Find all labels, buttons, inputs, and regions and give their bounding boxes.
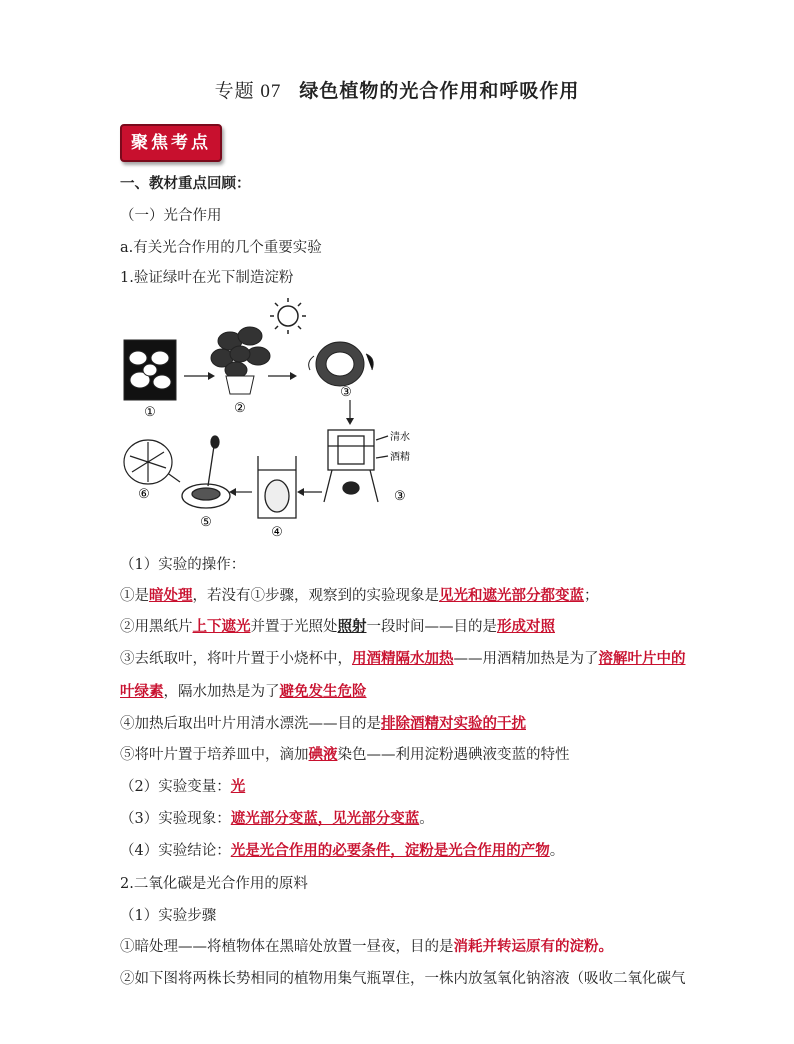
- subsection-heading: （一）光合作用: [120, 208, 222, 224]
- experiment-figure: [118, 296, 418, 541]
- step-3: ③去纸取叶，将叶片置于小烧杯中，用酒精隔水加热——用酒精加热是为了溶解叶片中的: [120, 651, 686, 667]
- step-2: ②用黑纸片上下遮光并置于光照处照射一段时间——目的是形成对照: [120, 618, 555, 635]
- step-4: ④加热后取出叶片用清水漂洗——目的是排除酒精对实验的干扰: [120, 716, 526, 732]
- paragraph-a: a.有关光合作用的几个重要实验: [120, 240, 322, 256]
- operation-title: （1）实验的操作：: [120, 557, 246, 573]
- title-number: 专题 07: [214, 81, 282, 102]
- experiment-2-title: 2.二氧化碳是光合作用的原料: [120, 876, 308, 892]
- water-label: 清水: [390, 432, 410, 443]
- leaf-covering: [309, 342, 373, 386]
- experiment-conclusion: （4）实验结论：光是光合作用的必要条件，淀粉是光合作用的产物。: [120, 843, 565, 859]
- petri-dish-dropper: [182, 436, 230, 508]
- fig-label-6: ⑥: [138, 487, 150, 502]
- fig-label-1: ①: [144, 405, 156, 420]
- water-bath-heating: [324, 430, 388, 502]
- experiment-variable: （2）实验变量：光: [120, 779, 246, 795]
- experiment-phenomenon: （3）实验现象：遮光部分变蓝，见光部分变蓝。: [120, 811, 434, 827]
- fig-label-3: ③: [340, 385, 352, 400]
- focus-badge: 聚焦考点: [120, 124, 222, 162]
- fig-label-4: ④: [271, 525, 283, 540]
- step-5: ⑤将叶片置于培养皿中，滴加碘液染色——利用淀粉遇碘液变蓝的特性: [120, 747, 570, 763]
- sun-icon: [270, 298, 306, 334]
- step-1: ①是暗处理，若没有①步骤，观察到的实验现象是见光和遮光部分都变蓝；: [120, 588, 599, 604]
- fig-label-5: ⑤: [200, 515, 212, 530]
- section-heading: 一、教材重点回顾：: [120, 176, 251, 192]
- experiment-1-title: 1.验证绿叶在光下制造淀粉: [120, 270, 294, 286]
- alcohol-label: 酒精: [390, 452, 410, 463]
- page-title: [0, 76, 794, 103]
- experiment-2-steps: （1）实验步骤: [120, 908, 217, 924]
- potted-plant: [211, 327, 270, 394]
- fig-label-2: ②: [234, 401, 246, 416]
- fig-label-3b: ③: [394, 489, 406, 504]
- result-leaf: [124, 440, 172, 484]
- experiment-2-step-1: ①暗处理——将植物体在黑暗处放置一昼夜，目的是消耗并转运原有的淀粉。: [120, 939, 613, 955]
- experiment-2-step-2: ②如下图将两株长势相同的植物用集气瓶罩住，一株内放氢氧化钠溶液（吸收二氧化碳气: [120, 971, 686, 987]
- dark-box-plant: [124, 340, 176, 400]
- step-3-continued: 叶绿素，隔水加热是为了避免发生危险: [120, 684, 367, 700]
- beaker: [258, 456, 296, 518]
- title-text: 绿色植物的光合作用和呼吸作用: [299, 80, 580, 102]
